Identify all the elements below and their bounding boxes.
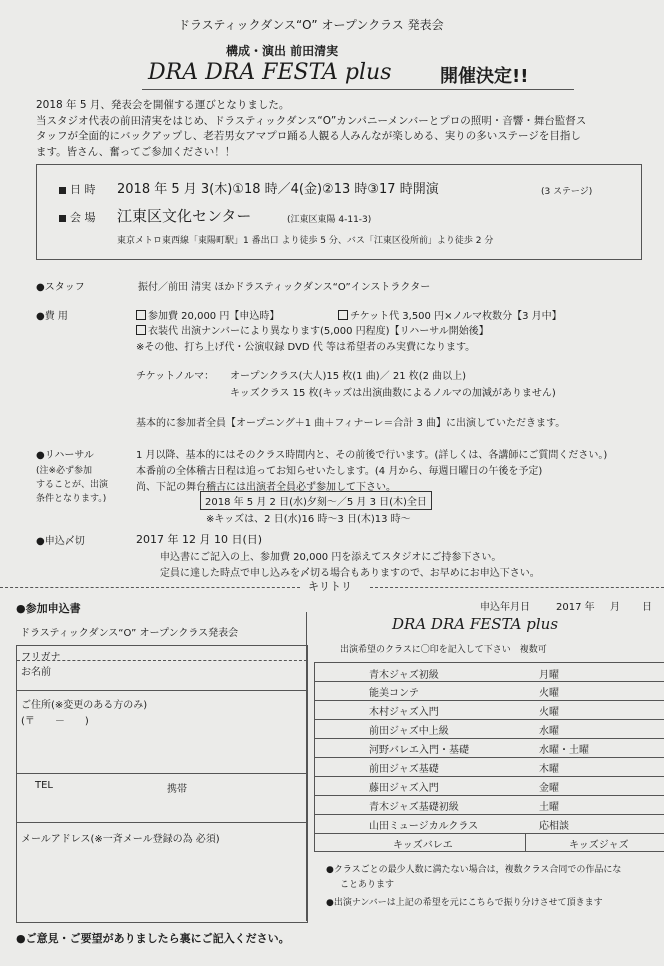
cut-line (370, 587, 664, 588)
course-note: ことあります (340, 880, 395, 890)
course-name: 青木ジャズ基礎初級 (369, 802, 459, 813)
staff-value: 振付／前田 清実 ほかドラスティックダンス“O”インストラクター (138, 282, 431, 293)
event-title: DRA DRA FESTA plus (148, 60, 392, 85)
deadline-label: ●申込〆切 (36, 536, 85, 547)
rehearsal-note-line: することが、出演 (36, 480, 109, 490)
deadline-line: 申込書にご記入の上、参加費 20,000 円を添えてスタジオにご持参下さい。 (160, 552, 502, 563)
cost-label: ●費 用 (36, 311, 68, 322)
venue-name: 江東区文化センター (117, 207, 252, 225)
course-day: 応相談 (539, 821, 569, 832)
square-bullet-icon (59, 215, 66, 222)
tel-field[interactable] (17, 794, 307, 819)
course-row[interactable] (315, 815, 664, 833)
email-field[interactable] (17, 844, 307, 920)
checkbox-icon (136, 325, 146, 335)
course-instruction: 出演希望のクラスに〇印を記入して下さい 複数可 (340, 645, 547, 655)
header-director: 構成・演出 前田清実 (226, 44, 339, 58)
apply-date-label: 申込年月日 (480, 602, 530, 613)
furigana-label: フリガナ (21, 652, 61, 663)
staff-label: ●スタッフ (36, 282, 85, 293)
cut-label: キリトリ (308, 580, 352, 593)
course-name: 前田ジャズ中上級 (369, 726, 449, 737)
intro-line: ます。皆さん、奮ってご参加ください！！ (36, 145, 236, 158)
date-label: 日 時 (59, 181, 96, 197)
course-row[interactable] (315, 777, 664, 795)
course-form-title: DRA DRA FESTA plus (392, 615, 559, 633)
stage-count: (3 ステージ) (541, 187, 593, 197)
course-name: 青木ジャズ初級 (369, 670, 439, 681)
mobile-label: 携帯 (167, 784, 187, 795)
course-name: 河野バレエ入門・基礎 (369, 745, 469, 756)
course-name: 藤田ジャズ入門 (369, 783, 439, 794)
name-label: お名前 (21, 667, 51, 678)
tel-label: TEL (35, 780, 53, 791)
ticket-norma-kids: キッズクラス 15 枚(キッズは出演曲数によるノルマの加減がありません) (230, 388, 556, 399)
divider (315, 833, 664, 834)
divider (525, 833, 526, 851)
course-day: 火曜 (539, 707, 559, 718)
divider (17, 660, 307, 661)
rehearsal-line: 尚、下記の舞台稽古には出演者全員必ず参加して下さい。 (136, 482, 396, 493)
kids-jazz-option[interactable]: キッズジャズ (569, 840, 629, 851)
basic-appearance: 基本的に参加者全員【オープニング＋1 曲＋フィナーレ＝合計 3 曲】に出演していただきます。 (136, 418, 566, 429)
application-form (16, 645, 308, 923)
intro-line: 2018 年 5 月、発表会を開催する運びとなりました。 (36, 99, 290, 111)
course-row[interactable] (315, 739, 664, 757)
form-subtitle: ドラスティックダンス“O” オープンクラス発表会 (20, 628, 239, 639)
fee-ticket: チケット代 3,500 円×ノルマ枚数分【3 月中】 (338, 307, 562, 322)
deadline-line: 定員に達した時点で申し込みを〆切る場合もありますので、お早めにお申込下さい。 (160, 568, 540, 579)
divider (17, 773, 307, 774)
intro-line: タッフが全面的にバックアップし、老若男女アマプロ踊る人観る人みんなが楽しめる、実りの多いステージを目指し (36, 130, 581, 142)
fee-participation: 参加費 20,000 円【申込時】 (136, 307, 279, 322)
course-note: ●クラスごとの最少人数に満たない場合は，複数クラス合同での作品にな (326, 865, 622, 875)
course-row[interactable] (315, 701, 664, 719)
venue-access: 東京メトロ東西線「東陽町駅」1 番出口 より徒歩 5 分、バス「江東区役所前」より徒歩 2 分 (117, 236, 494, 246)
rehearsal-note-line: 条件となります。) (36, 494, 107, 504)
course-day: 木曜 (539, 764, 559, 775)
form-title: ●参加申込書 (16, 602, 81, 615)
intro-text (36, 98, 646, 160)
event-title-announce: 開催決定!! (440, 66, 529, 87)
course-day: 金曜 (539, 783, 559, 794)
checkbox-icon (338, 310, 348, 320)
course-row[interactable] (315, 796, 664, 814)
deadline-date: 2017 年 12 月 10 日(日) (136, 533, 263, 546)
course-row[interactable] (315, 663, 664, 681)
divider (17, 690, 307, 691)
course-day: 土曜 (539, 802, 559, 813)
course-name: 前田ジャズ基礎 (369, 764, 439, 775)
kids-rehearsal: ※キッズは、2 日(水)16 時～3 日(木)13 時～ (206, 514, 411, 525)
rehearsal-line: 本番前の全体稽古日程は追ってお知らせいたします。(4 月から、毎週日曜日の午後を予定) (136, 466, 543, 477)
course-name: 能美コンテ (369, 688, 419, 699)
square-bullet-icon (59, 187, 66, 194)
form-divider (306, 612, 307, 921)
apply-date-month: 月 (610, 602, 620, 613)
venue-address: (江東区東陽 4-11-3) (287, 215, 372, 225)
kids-ballet-option[interactable]: キッズバレエ (393, 840, 453, 851)
course-row[interactable] (315, 758, 664, 776)
event-date: 2018 年 5 月 3(木)①18 時／4(金)②13 時③17 時開演 (117, 182, 439, 197)
venue-label: 会 場 (59, 209, 96, 225)
course-day: 火曜 (539, 688, 559, 699)
course-name: 木村ジャズ入門 (369, 707, 439, 718)
apply-date-year: 2017 年 (556, 602, 595, 613)
rehearsal-note-line: (注※必ず参加 (36, 466, 93, 476)
course-day: 水曜・土曜 (539, 745, 589, 756)
apply-date-day: 日 (642, 602, 652, 613)
fee-costume: 衣装代 出演ナンバーにより異なります(5,000 円程度)【リハーサル開始後】 (136, 322, 489, 337)
cost-note: ※その他、打ち上げ代・公演収録 DVD 代 等は希望者のみ実費になります。 (136, 342, 476, 353)
checkbox-icon (136, 310, 146, 320)
course-name: 山田ミュージカルクラス (369, 821, 479, 832)
course-day: 水曜 (539, 726, 559, 737)
course-table (314, 662, 664, 852)
course-row[interactable] (315, 682, 664, 700)
event-info-box (36, 164, 642, 260)
intro-line: 当スタジオ代表の前田清実をはじめ、ドラスティックダンス“O”カンパニーメンバーとプロの照明・音響・舞台監督ス (36, 114, 587, 127)
email-label: メールアドレス(※一斉メール登録の為 必須) (21, 834, 220, 845)
postal-code-label: (〒 － ) (21, 716, 89, 727)
address-label: ご住所(※変更のある方のみ) (21, 700, 148, 711)
ticket-norma-open: オープンクラス(大人)15 枚(1 曲)／ 21 枚(2 曲以上) (230, 371, 467, 382)
stage-rehearsal-date: 2018 年 5 月 2 日(水)夕刻～／5 月 3 日(木)全日 (200, 491, 432, 510)
ticket-norma-label: チケットノルマ： (136, 371, 215, 382)
divider (17, 822, 307, 823)
address-field[interactable] (17, 726, 307, 771)
rehearsal-line: 1 月以降、基本的にはそのクラス時間内と、その前後で行います。(詳しくは、各講師にご質問ください。) (136, 450, 608, 461)
feedback-note: ●ご意見・ご要望がありましたら裏にご記入ください。 (16, 932, 290, 945)
name-field[interactable] (17, 676, 307, 689)
course-note: ●出演ナンバーは上記の希望を元にこちらで振り分けさせて頂きます (326, 898, 603, 908)
title-underline (142, 89, 574, 90)
course-row[interactable] (315, 720, 664, 738)
cut-line (0, 587, 300, 588)
header-subtitle: ドラスティックダンス“O” オープンクラス 発表会 (178, 18, 444, 32)
rehearsal-label: ●リハーサル (36, 450, 94, 461)
course-day: 月曜 (539, 670, 559, 681)
